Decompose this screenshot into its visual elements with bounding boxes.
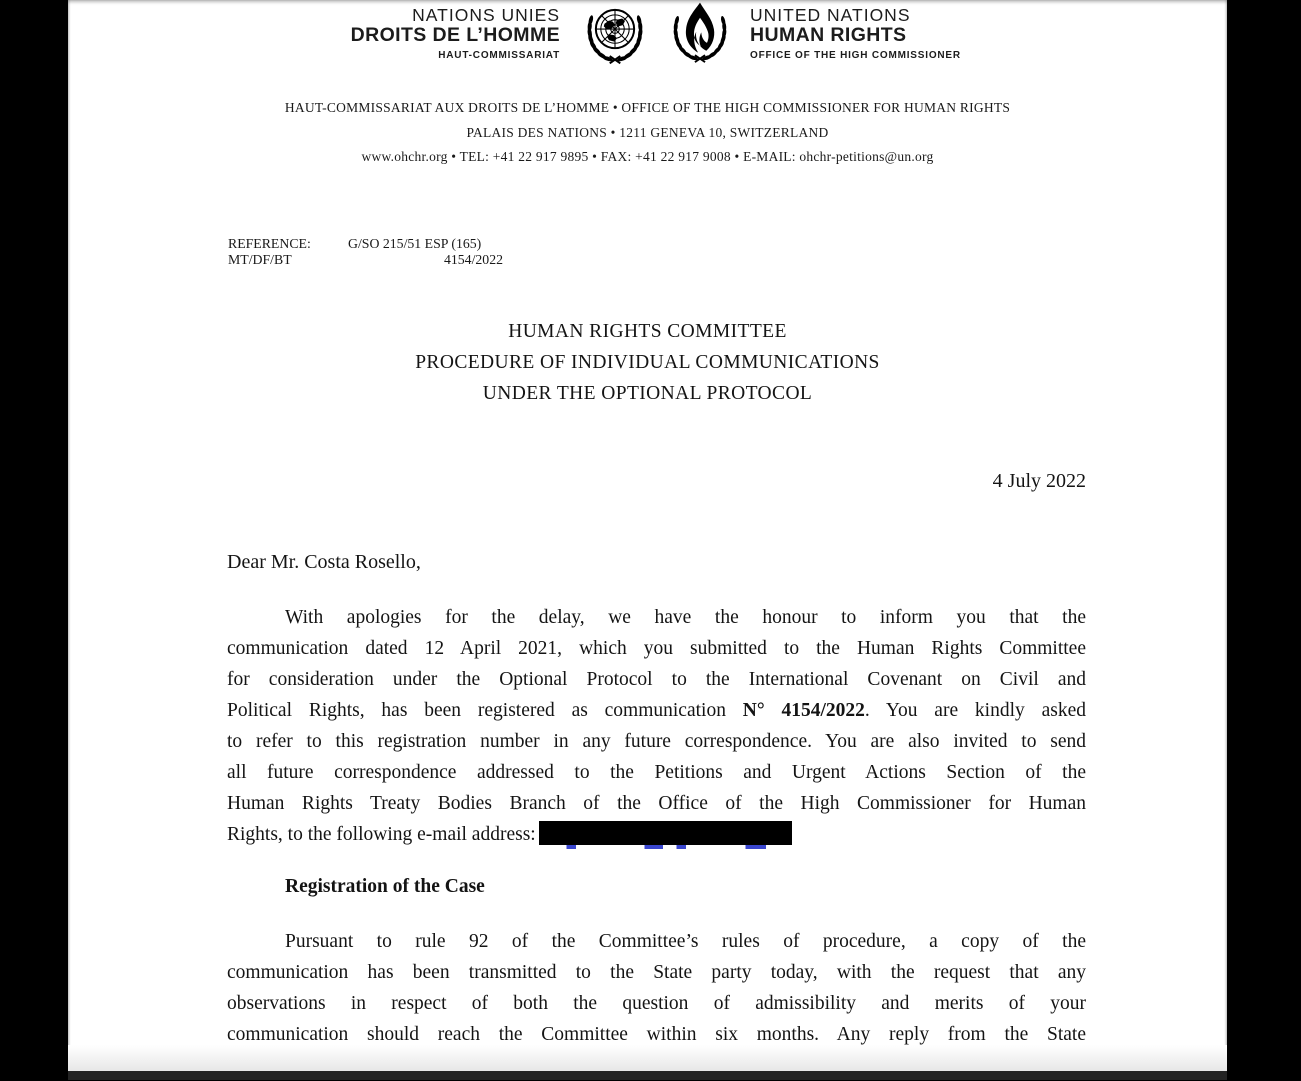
text-segment: . You are kindly asked <box>864 700 1086 721</box>
letterhead-en-line3: OFFICE OF THE HIGH COMMISSIONER <box>750 50 961 61</box>
ohchr-flame-icon <box>662 0 738 66</box>
reference-block <box>228 236 503 268</box>
communication-number: N° 4154/2022 <box>742 700 865 721</box>
salutation: Dear Mr. Costa Rosello, <box>227 551 421 573</box>
body-text-line <box>227 726 1086 757</box>
text-segment: all future correspondence addressed to the Petitions and Urgent Actions Section of the <box>227 762 1086 783</box>
body-text-line <box>227 988 1086 1019</box>
text-segment: Rights, to the following e-mail address: <box>227 824 536 845</box>
case-number: 4154/2022 <box>443 251 503 267</box>
office-address-block <box>68 96 1227 170</box>
text-segment: for consideration under the Optional Protocol to the International Covenant on Civil and <box>227 669 1086 690</box>
title-line1: HUMAN RIGHTS COMMITTEE <box>508 321 787 342</box>
document-title <box>68 316 1227 409</box>
body-text-line <box>227 757 1086 788</box>
text-segment: Human Rights Treaty Bodies Branch of the Office of the High Commissioner for Human <box>227 793 1086 814</box>
letterhead-french-block <box>320 6 560 63</box>
redacted-email-address <box>539 821 792 845</box>
letterhead-fr-line1: NATIONS UNIES <box>412 5 560 25</box>
text-segment: Political Rights, has been registered as communication <box>227 700 743 721</box>
letterbox-right <box>1227 0 1301 1080</box>
title-line2: PROCEDURE OF INDIVIDUAL COMMUNICATIONS <box>415 352 880 373</box>
text-segment: communication has been transmitted to the State party today, with the request that any <box>227 962 1086 983</box>
text-segment: observations in respect of both the question of admissibility and merits of your <box>227 993 1086 1014</box>
letterhead-fr-line3: HAUT-COMMISSARIAT <box>438 50 560 61</box>
address-line1: HAUT-COMMISSARIAT AUX DROITS DE L’HOMME • OFFICE OF THE HIGH COMMISSIONER FOR HUMAN RIGHTS <box>284 100 1011 115</box>
letterbox-left <box>0 0 68 1080</box>
un-emblem-icon <box>573 0 657 66</box>
letterhead-fr-line2: DROITS DE L’HOMME <box>350 24 560 46</box>
letter-page <box>68 0 1227 1080</box>
letterhead-english-block <box>750 6 1010 63</box>
body-text-line <box>227 664 1086 695</box>
reference-initials: MT/DF/BT <box>228 251 292 267</box>
reference-label: REFERENCE: <box>228 236 311 251</box>
text-segment: Pursuant to rule 92 of the Committee’s rules of procedure, a copy of the <box>285 931 1086 952</box>
section-heading: Registration of the Case <box>285 876 485 897</box>
body-text-line <box>227 788 1086 819</box>
text-segment: With apologies for the delay, we have the honour to inform you that the <box>285 607 1086 628</box>
letterhead-en-line1: UNITED NATIONS <box>750 5 911 25</box>
body-text-line <box>227 633 1086 664</box>
page-bottom-edge <box>68 1071 1227 1080</box>
address-line2: PALAIS DES NATIONS • 1211 GENEVA 10, SWITZERLAND <box>466 124 829 140</box>
body-text-line <box>227 695 1086 726</box>
body-text-line <box>227 957 1086 988</box>
title-line3: UNDER THE OPTIONAL PROTOCOL <box>482 383 813 404</box>
letterhead-logos <box>573 0 738 66</box>
body-text-line <box>227 819 1086 850</box>
reference-code: G/SO 215/51 ESP (165) <box>348 236 482 251</box>
address-line3: www.ohchr.org • TEL: +41 22 917 9895 • FAX: +41 22 917 9008 • E-MAIL: ohchr-petitions@un.org <box>361 149 934 164</box>
letter-date: 4 July 2022 <box>992 470 1086 492</box>
page-bottom-shade <box>68 1045 1227 1071</box>
letterhead-en-line2: HUMAN RIGHTS <box>750 24 907 46</box>
body-text-line <box>227 926 1086 957</box>
text-segment: communication dated 12 April 2021, which you submitted to the Human Rights Committee <box>227 638 1086 659</box>
text-segment: to refer to this registration number in any future correspondence. You are also invited to send <box>227 731 1086 752</box>
body-text-line <box>227 602 1086 633</box>
paragraph-registration-notice <box>227 602 1086 850</box>
text-segment: communication should reach the Committee within six months. Any reply from the State <box>227 1024 1086 1045</box>
